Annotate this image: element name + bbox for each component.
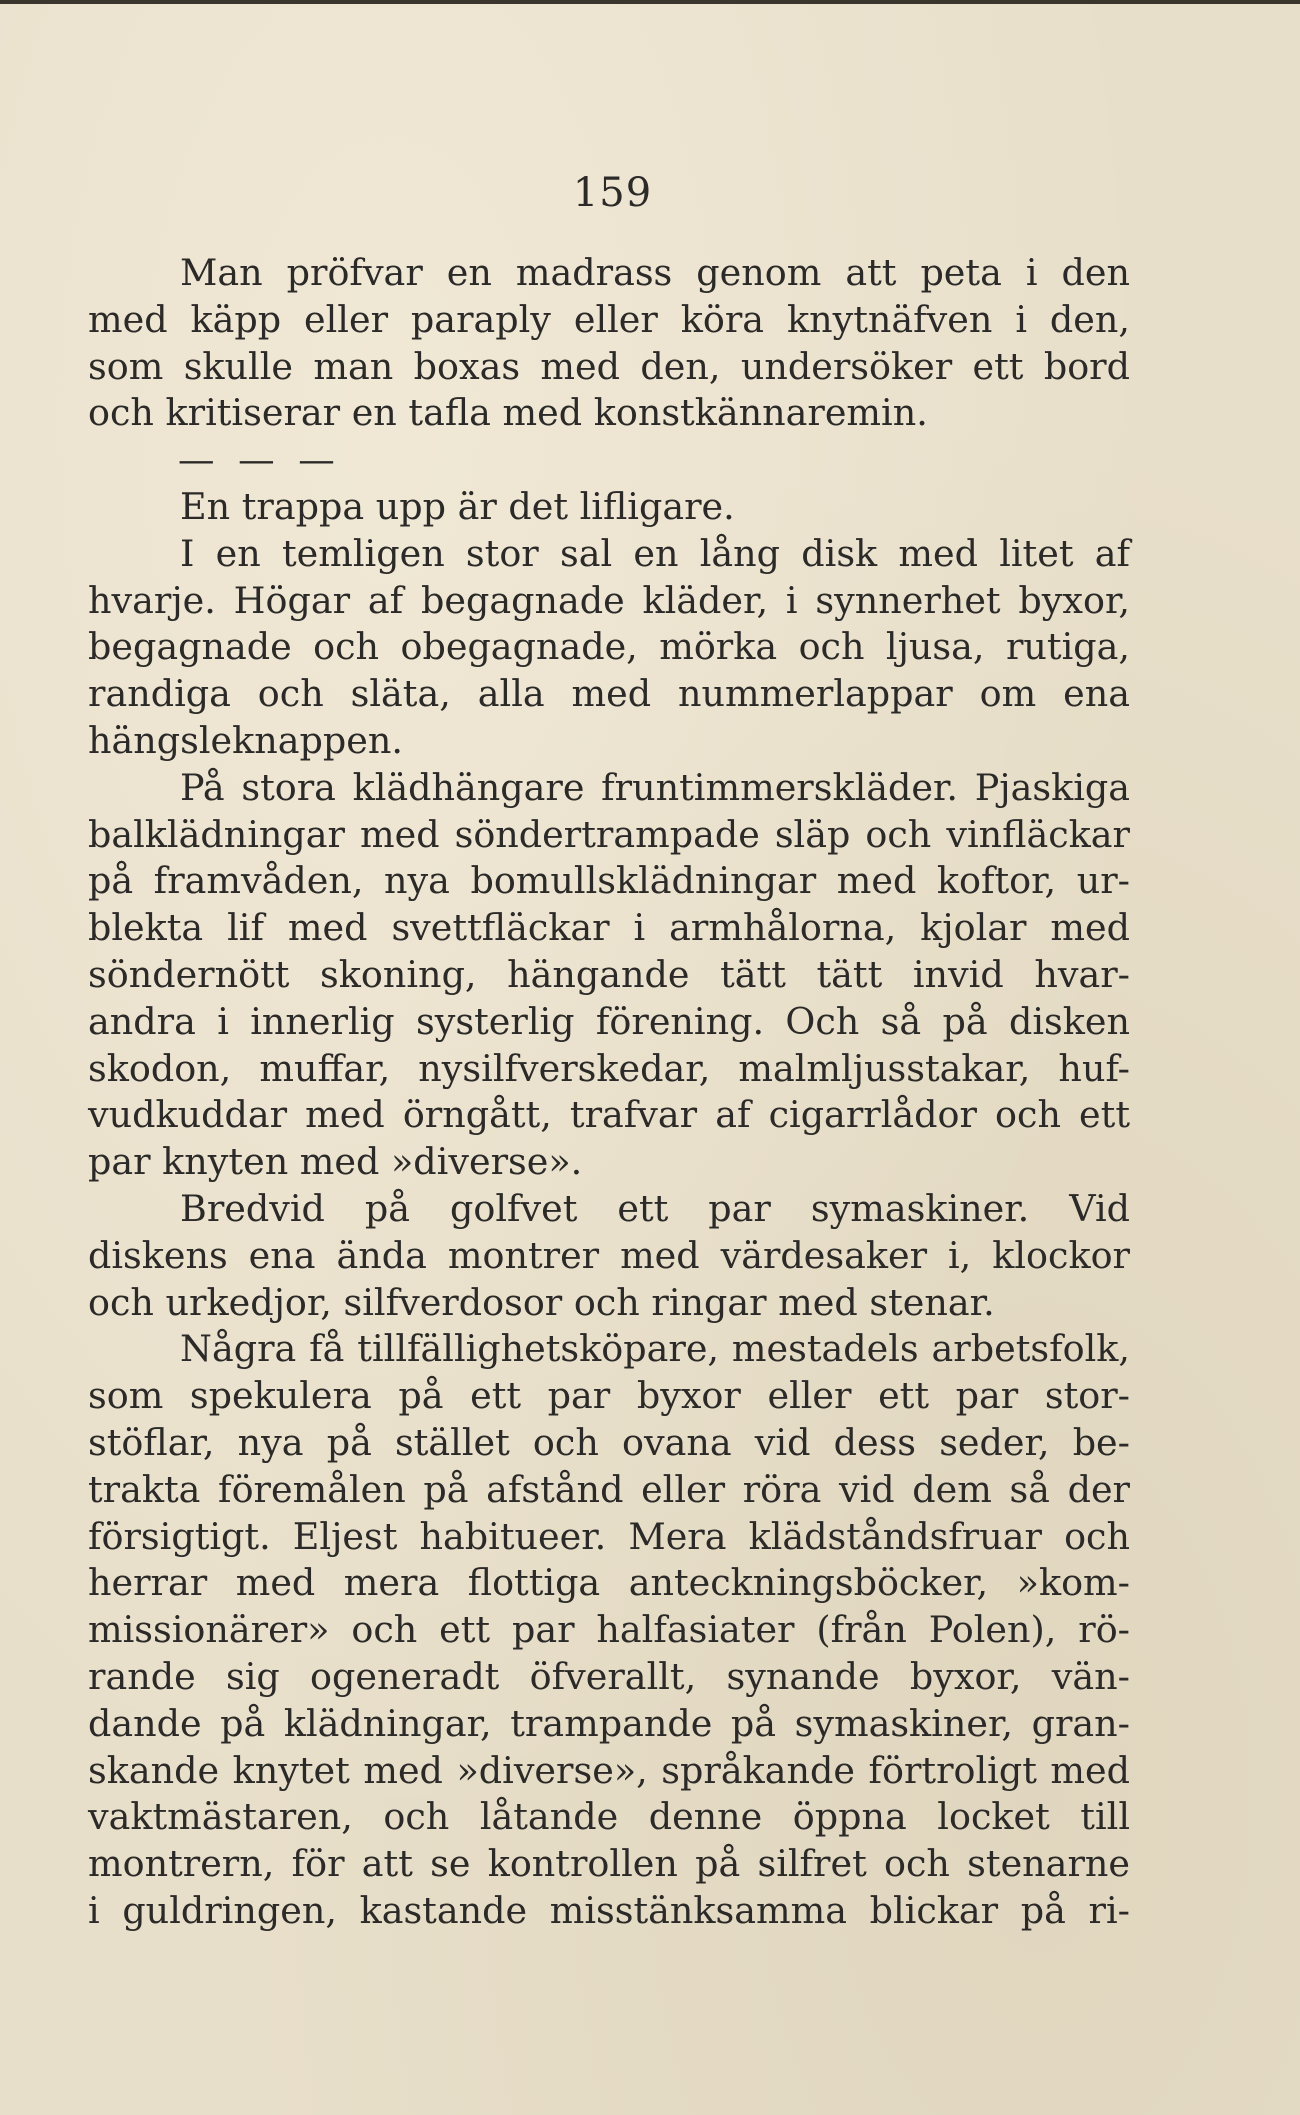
text-line: På stora klädhängare fruntimmerskläder. Pjaskiga [180, 765, 1130, 809]
text-line: balklädningar med söndertrampade släp och vinfläckar [88, 812, 1130, 856]
text-line: och urkedjor, silfverdosor och ringar med stenar. [88, 1280, 995, 1324]
body-text [88, 250, 1130, 1935]
text-line: blekta lif med svettfläckar i armhålorna, kjolar med [88, 906, 1130, 950]
section-separator: — — — [178, 438, 341, 482]
text-line: vaktmästaren, och låtande denne öppna locket till [88, 1795, 1130, 1839]
text-line: dande på klädningar, trampande på symaskiner, gran- [88, 1701, 1130, 1745]
text-line: andra i innerlig systerlig förening. Och så på disken [88, 999, 1130, 1043]
text-line: rande sig ogeneradt öfverallt, synande byxor, vän- [88, 1654, 1130, 1698]
text-line: hvarje. Högar af begagnade kläder, i synnerhet byxor, [88, 578, 1130, 622]
page-top-edge [0, 0, 1300, 4]
text-line: En trappa upp är det lifligare. [180, 484, 735, 528]
text-line: herrar med mera flottiga anteckningsböcker, »kom- [88, 1561, 1130, 1605]
text-line: par knyten med »diverse». [88, 1140, 583, 1184]
text-line: randiga och släta, alla med nummerlappar om ena [88, 672, 1130, 716]
text-line: Man pröfvar en madrass genom att peta i den [180, 251, 1130, 294]
text-line: söndernött skoning, hängande tätt tätt invid hvar- [88, 952, 1130, 996]
text-line: skande knytet med »diverse», språkande förtroligt med [88, 1748, 1130, 1792]
text-line: stöflar, nya på stället och ovana vid dess seder, be- [88, 1420, 1130, 1464]
text-line: Bredvid på golfvet ett par symaskiner. Vid [180, 1186, 1130, 1230]
text-line: montrern, för att se kontrollen på silfret och stenarne [88, 1842, 1130, 1886]
text-line: diskens ena ända montrer med värdesaker i, klockor [88, 1233, 1130, 1277]
text-line: I en temligen stor sal en lång disk med litet af [180, 531, 1130, 575]
text-line: vudkuddar med örngått, trafvar af cigarrlådor och ett [88, 1093, 1130, 1137]
text-line: med käpp eller paraply eller köra knytnäfven i den, [88, 297, 1130, 341]
text-line: skodon, muffar, nysilfverskedar, malmljusstakar, huf- [88, 1046, 1130, 1090]
text-line: på framvåden, nya bomullsklädningar med koftor, ur- [88, 859, 1130, 903]
text-line: begagnade och obegagnade, mörka och ljusa, rutiga, [88, 625, 1130, 669]
text-line: missionärer» och ett par halfasiater (från Polen), rö- [88, 1608, 1130, 1652]
text-line: som spekulera på ett par byxor eller ett par stor- [88, 1374, 1130, 1418]
page-number: 159 [572, 170, 653, 216]
text-line: trakta föremålen på afstånd eller röra vid dem så der [88, 1467, 1130, 1511]
text-line: Några få tillfällighetsköpare, mestadels arbetsfolk, [180, 1327, 1130, 1371]
text-line: hängsleknappen. [88, 718, 403, 762]
text-line: och kritiserar en tafla med konstkännaremin. [88, 391, 928, 435]
text-line: försigtigt. Eljest habitueer. Mera klädståndsfruar och [88, 1514, 1130, 1558]
text-line: i guldringen, kastande misstänksamma blickar på ri- [88, 1888, 1130, 1932]
text-line: som skulle man boxas med den, undersöker ett bord [88, 344, 1130, 388]
